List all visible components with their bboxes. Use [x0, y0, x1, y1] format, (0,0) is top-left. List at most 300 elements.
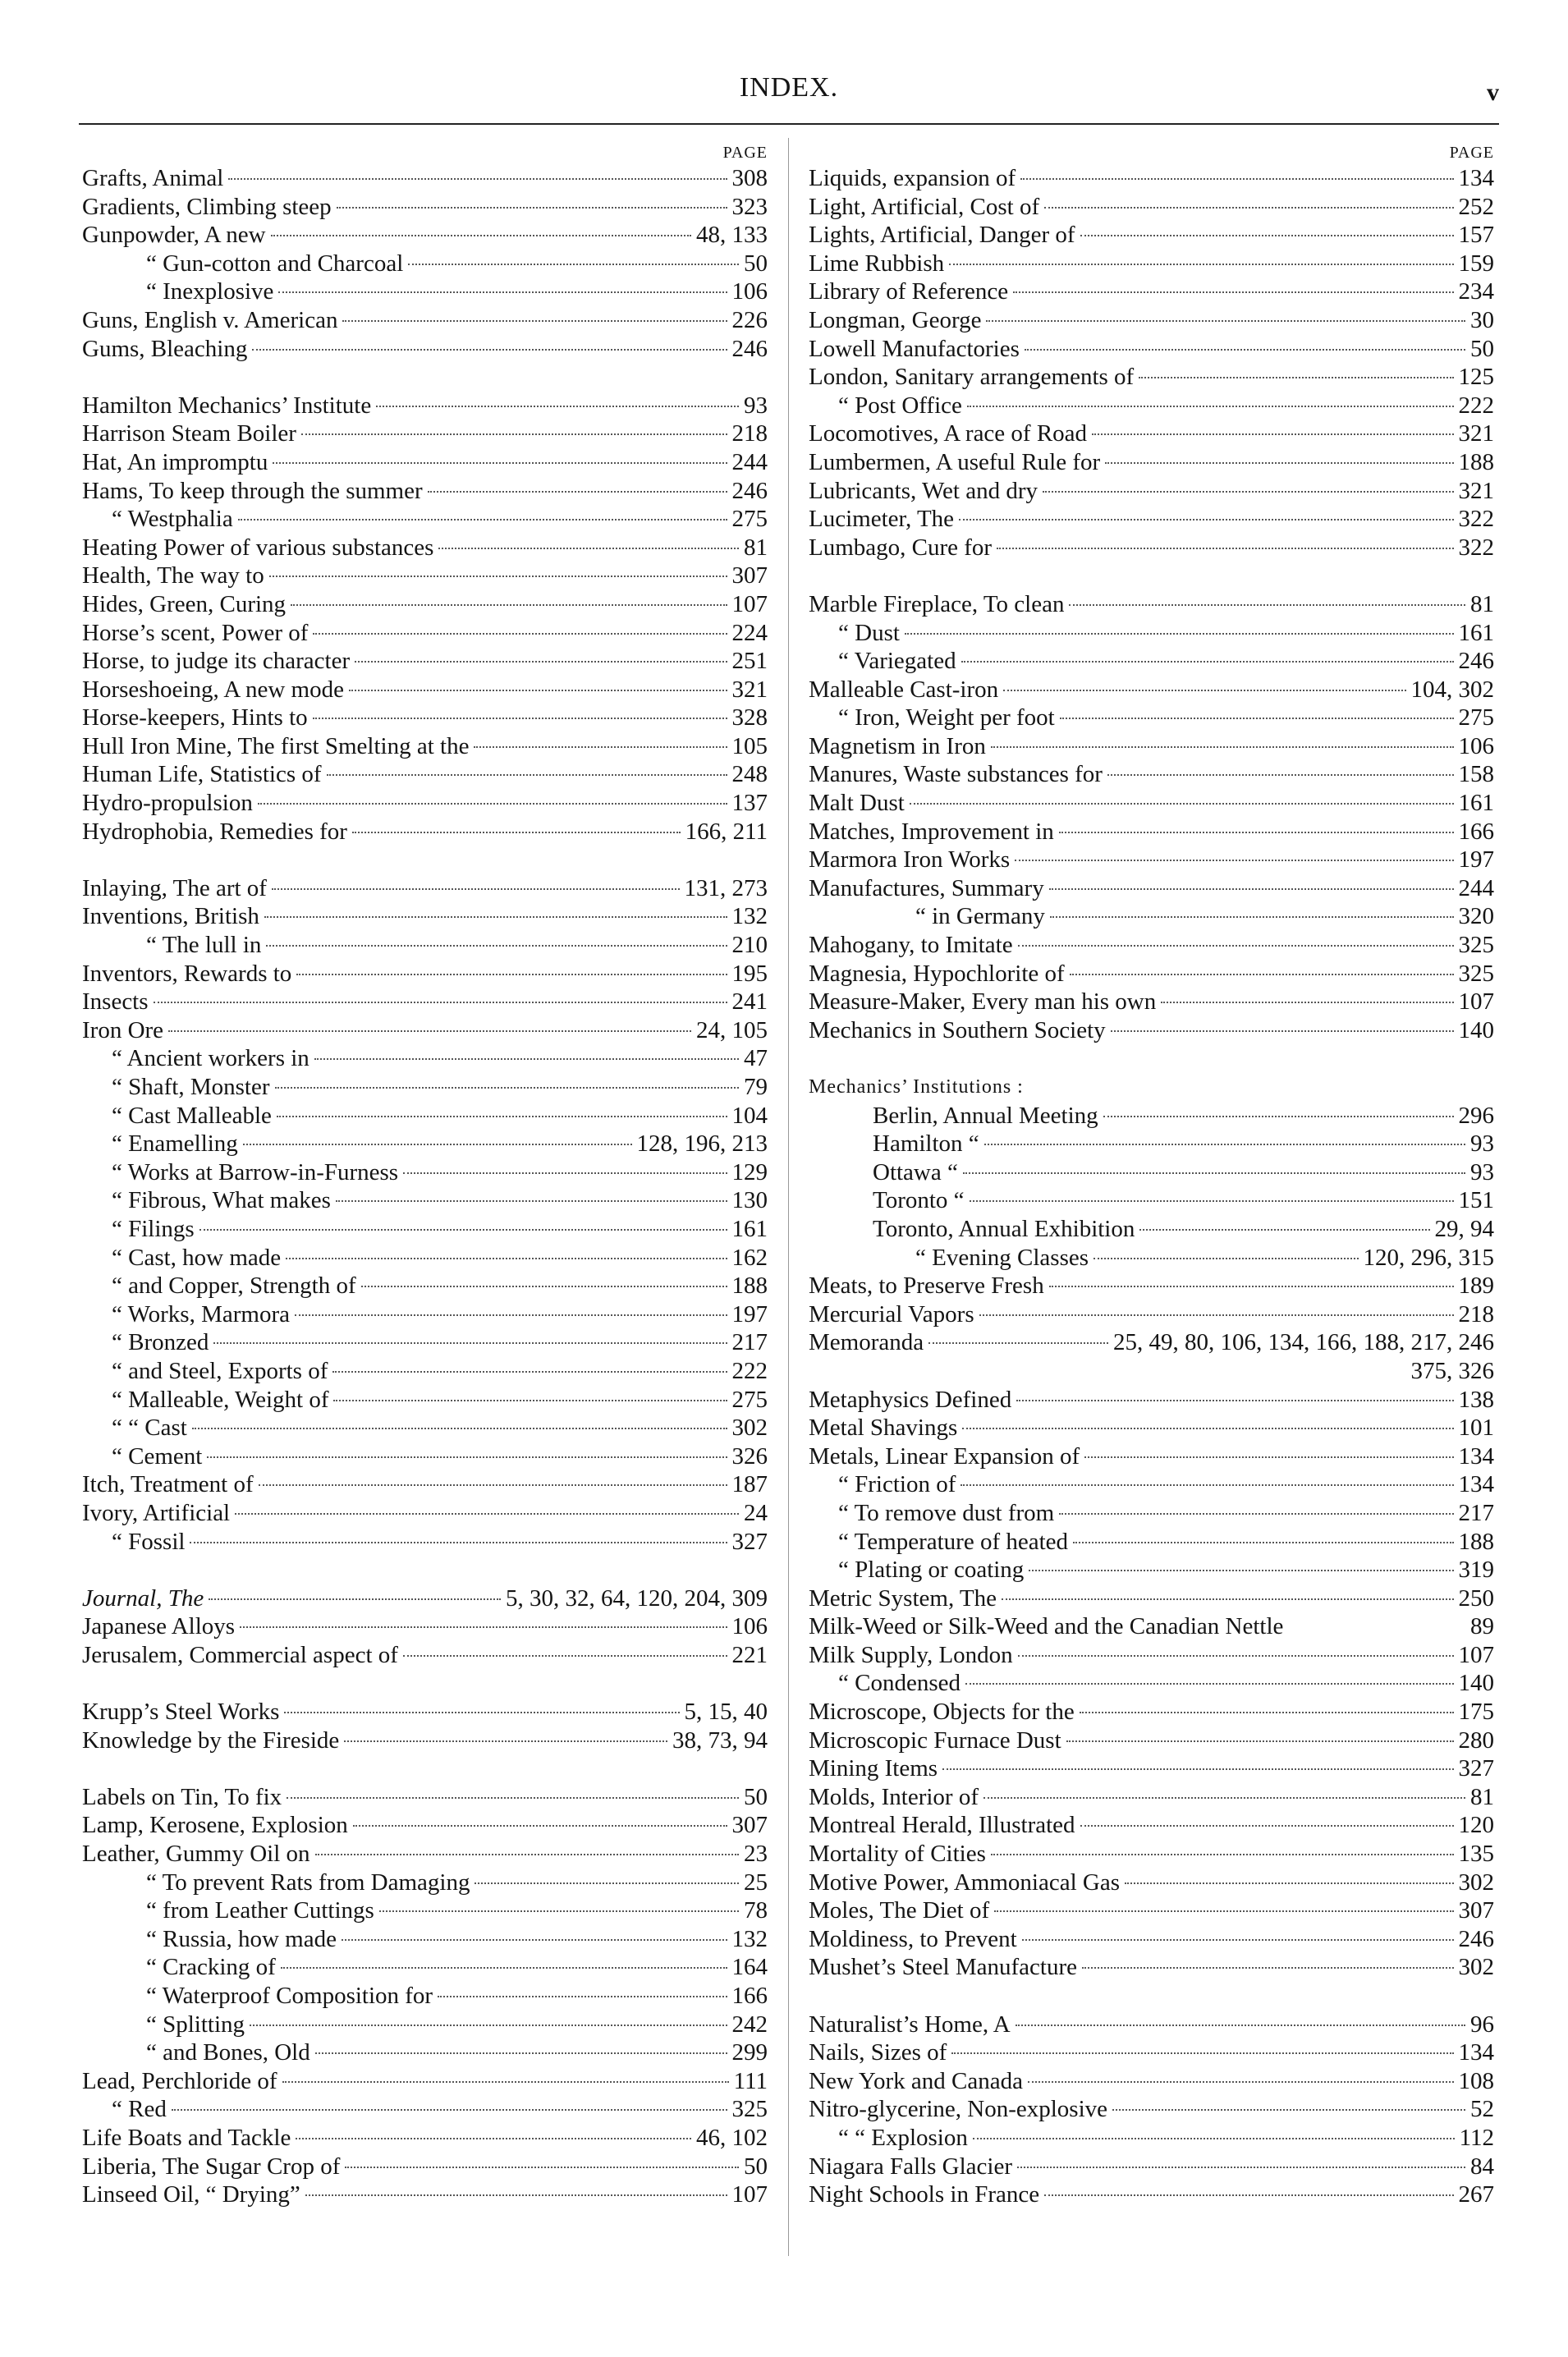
index-entry	[82, 1641, 768, 1670]
dot-leader	[168, 1029, 691, 1032]
entry-page-numbers: 218	[731, 420, 768, 447]
entry-label: Nails, Sizes of	[809, 2039, 947, 2066]
entry-page-numbers: 107	[731, 590, 768, 617]
entry-page-numbers: 252	[1458, 193, 1494, 220]
entry-page-numbers: 326	[731, 1442, 768, 1470]
dot-leader	[1020, 177, 1453, 180]
entry-label: Lights, Artificial, Danger of	[809, 222, 1075, 249]
entry-label: “ Shaft, Monster	[112, 1074, 270, 1100]
index-entry	[809, 1896, 1494, 1925]
dot-leader	[991, 745, 1454, 748]
index-entry	[82, 1840, 768, 1869]
entry-page-numbers: 275	[1458, 704, 1494, 731]
entry-page-numbers: 302	[1458, 1954, 1494, 1981]
dot-leader	[1125, 1882, 1454, 1884]
dot-leader	[291, 603, 727, 606]
entry-label: “ Malleable, Weight of	[112, 1386, 329, 1413]
entry-label: “ Fibrous, What makes	[112, 1187, 331, 1214]
entry-label: Gunpowder, A new	[82, 222, 266, 249]
dot-leader	[991, 1853, 1454, 1855]
dot-leader	[1003, 689, 1405, 691]
entry-page-numbers: 246	[1458, 1925, 1494, 1952]
dot-leader	[1016, 2024, 1465, 2026]
entry-label: “ Works, Marmora	[112, 1300, 290, 1328]
entry-page-numbers: 222	[1458, 392, 1494, 419]
entry-page-numbers: 52	[1470, 2096, 1494, 2123]
index-entry	[82, 1811, 768, 1840]
entry-page-numbers: 104, 302	[1410, 676, 1494, 703]
index-entry	[809, 1783, 1494, 1812]
dot-leader	[961, 660, 1454, 663]
dot-leader	[997, 547, 1453, 549]
entry-page-numbers: 78	[744, 1897, 768, 1924]
entry-label: Horse’s scent, Power of	[82, 619, 309, 646]
entry-page-numbers: 137	[731, 790, 768, 817]
section-gap	[82, 1669, 768, 1698]
index-entry	[809, 931, 1494, 960]
entry-label: Liquids, expansion of	[809, 165, 1016, 191]
index-entry	[809, 818, 1494, 846]
entry-label: Milk-Weed or Silk-Weed and the Canadian Nettle	[809, 1613, 1284, 1640]
dot-leader	[1043, 490, 1454, 493]
index-entry	[82, 619, 768, 648]
entry-page-numbers: 188	[1458, 448, 1494, 475]
entry-page-numbers: 132	[731, 903, 768, 930]
entry-label: Magnesia, Hypochlorite of	[809, 960, 1065, 987]
index-entry	[82, 221, 768, 250]
entry-label: “ Filings	[112, 1215, 195, 1242]
dot-leader	[1082, 1966, 1454, 1969]
entry-page-numbers: 246	[731, 477, 768, 504]
entry-page-numbers: 242	[731, 2011, 768, 2038]
entry-label: Night Schools in France	[809, 2181, 1040, 2208]
entry-label: Lamp, Kerosene, Explosion	[82, 1812, 348, 1839]
entry-label: Ottawa “	[873, 1158, 958, 1185]
entry-label: Lime Rubbish	[809, 250, 945, 277]
index-entry	[82, 1300, 768, 1329]
entry-page-numbers: 319	[1458, 1557, 1494, 1584]
entry-label: Knowledge by the Fireside	[82, 1726, 340, 1754]
index-entry	[809, 902, 1494, 931]
entry-page-numbers: 140	[1458, 1016, 1494, 1043]
dot-leader	[1069, 603, 1465, 606]
dot-leader	[313, 632, 727, 635]
entry-page-numbers: 328	[731, 704, 768, 731]
dot-leader	[301, 433, 727, 435]
entry-page-numbers: 125	[1458, 364, 1494, 391]
dot-leader	[349, 689, 727, 691]
entry-page-numbers: 241	[731, 988, 768, 1016]
index-entry	[82, 704, 768, 732]
index-entry	[809, 1811, 1494, 1840]
entry-page-numbers: 166, 211	[685, 818, 768, 845]
index-entry	[82, 1102, 768, 1130]
dot-leader	[243, 1143, 632, 1145]
dot-leader	[207, 1456, 727, 1458]
entry-page-numbers: 93	[744, 392, 768, 419]
dot-leader	[1112, 2108, 1465, 2111]
index-entry	[809, 760, 1494, 789]
dot-leader	[963, 1172, 1465, 1174]
entry-label: “ Ancient workers in	[112, 1045, 309, 1072]
entry-label: Library of Reference	[809, 278, 1009, 305]
index-entry	[82, 960, 768, 988]
index-entry	[82, 250, 768, 278]
entry-page-numbers: 327	[1458, 1755, 1494, 1782]
dot-leader	[345, 2166, 739, 2168]
index-entry	[82, 1073, 768, 1102]
entry-page-numbers: 218	[1458, 1300, 1494, 1328]
index-entry	[82, 193, 768, 222]
entry-label: “ Russia, how made	[146, 1925, 337, 1952]
index-entry	[809, 2124, 1494, 2153]
entry-label: Mercurial Vapors	[809, 1300, 974, 1328]
entry-page-numbers: 187	[731, 1471, 768, 1498]
entry-page-numbers: 322	[1458, 506, 1494, 533]
entry-label: Matches, Improvement in	[809, 818, 1054, 845]
entry-label: “ and Bones, Old	[146, 2039, 310, 2066]
entry-page-numbers: 161	[1458, 619, 1494, 646]
entry-label: Measure-Maker, Every man his own	[809, 988, 1157, 1016]
index-entry	[809, 420, 1494, 448]
entry-page-numbers: 81	[744, 534, 768, 561]
index-entry	[809, 477, 1494, 506]
index-entry	[809, 789, 1494, 818]
entry-page-numbers: 322	[1458, 534, 1494, 561]
dot-leader	[403, 1654, 727, 1657]
dot-leader	[1060, 717, 1454, 719]
index-entry	[82, 2038, 768, 2067]
entry-page-numbers: 129	[731, 1158, 768, 1185]
dot-leader	[905, 632, 1454, 635]
dot-leader	[1161, 1001, 1453, 1003]
index-entry	[82, 1499, 768, 1528]
dot-leader	[942, 1768, 1453, 1770]
index-entry	[82, 562, 768, 590]
dot-leader	[342, 319, 727, 322]
index-entry	[82, 1698, 768, 1726]
entry-page-numbers: 106	[731, 278, 768, 305]
entry-label: Journal, The	[82, 1584, 204, 1612]
entry-page-numbers: 217	[731, 1329, 768, 1356]
entry-label: Krupp’s Steel Works	[82, 1699, 280, 1726]
entry-page-numbers: 222	[731, 1357, 768, 1384]
entry-label: “ Condensed	[838, 1670, 961, 1697]
dot-leader	[986, 319, 1465, 322]
dot-leader	[199, 1228, 727, 1231]
index-entry	[809, 1442, 1494, 1471]
entry-label: Health, The way to	[82, 562, 264, 589]
entry-label: Milk Supply, London	[809, 1641, 1013, 1668]
dot-leader	[353, 1824, 727, 1827]
index-entry	[82, 2067, 768, 2096]
entry-page-numbers: 23	[744, 1841, 768, 1868]
index-entry	[82, 448, 768, 477]
entry-label: “ Red	[112, 2096, 167, 2123]
entry-label: Locomotives, A race of Road	[809, 420, 1088, 447]
dot-leader	[342, 1938, 727, 1941]
entry-label: Toronto “	[873, 1187, 965, 1214]
entry-label: Moles, The Diet of	[809, 1897, 990, 1924]
index-entry	[82, 1925, 768, 1954]
index-entry	[809, 704, 1494, 732]
dot-leader	[1073, 1541, 1453, 1543]
entry-page-numbers: 96	[1470, 2011, 1494, 2038]
entry-page-numbers: 120, 296, 315	[1363, 1244, 1494, 1271]
dot-leader	[379, 1910, 739, 1912]
column-divider	[788, 138, 789, 2256]
entry-label: Microscopic Furnace Dust	[809, 1726, 1061, 1754]
index-entry	[809, 1584, 1494, 1613]
entry-page-numbers: 325	[1458, 932, 1494, 959]
entry-label: “ Dust	[838, 619, 900, 646]
entry-label: Hams, To keep through the summer	[82, 477, 423, 504]
dot-leader	[315, 2052, 727, 2054]
dot-leader	[438, 1995, 727, 1997]
dot-leader	[336, 1199, 727, 1202]
dot-leader	[1103, 1115, 1454, 1117]
dot-leader	[1139, 376, 1453, 378]
index-entry	[82, 1783, 768, 1812]
index-entry	[809, 1130, 1494, 1158]
entry-label: Manures, Waste substances for	[809, 761, 1103, 788]
index-entry	[82, 1470, 768, 1499]
index-entry	[82, 818, 768, 846]
index-entry	[809, 1016, 1494, 1045]
dot-leader	[295, 1314, 727, 1316]
index-entry	[809, 1869, 1494, 1897]
index-entry	[82, 1982, 768, 2011]
entry-page-numbers: 296	[1458, 1102, 1494, 1129]
entry-label: Marble Fireplace, To clean	[809, 590, 1065, 617]
index-entry	[82, 164, 768, 193]
entry-label: Malleable Cast-iron	[809, 676, 999, 703]
entry-page-numbers: 132	[731, 1925, 768, 1952]
entry-continuation	[809, 1357, 1494, 1386]
entry-label: Mortality of Cities	[809, 1841, 986, 1868]
dot-leader	[1084, 1456, 1453, 1458]
entry-label: “ and Copper, Strength of	[112, 1273, 356, 1300]
entry-page-numbers: 321	[1458, 477, 1494, 504]
entry-label: Horse, to judge its character	[82, 648, 351, 675]
entry-label: Insects	[82, 988, 149, 1016]
entry-label: Moldiness, to Prevent	[809, 1925, 1017, 1952]
entry-label: “ Westphalia	[112, 506, 233, 533]
index-entry	[82, 1896, 768, 1925]
entry-page-numbers: 244	[731, 448, 768, 475]
entry-label: “ Fossil	[112, 1528, 186, 1555]
dot-leader	[1066, 1740, 1454, 1742]
dot-leader	[278, 291, 727, 293]
entry-page-numbers: 47	[744, 1045, 768, 1072]
dot-leader	[332, 1370, 727, 1373]
entry-label: Gums, Bleaching	[82, 335, 248, 362]
entry-label: “ To prevent Rats from Damaging	[146, 1869, 470, 1896]
entry-page-numbers: 224	[731, 619, 768, 646]
entry-page-numbers: 308	[731, 165, 768, 191]
entry-page-numbers: 101	[1458, 1415, 1494, 1442]
index-entry	[82, 1130, 768, 1158]
entry-label: Hamilton “	[873, 1130, 979, 1158]
index-entry	[809, 619, 1494, 648]
entry-page-numbers: 81	[1470, 590, 1494, 617]
dot-leader	[264, 915, 727, 918]
dot-leader	[910, 802, 1454, 805]
index-entry	[809, 1754, 1494, 1783]
dot-leader	[970, 1199, 1454, 1202]
index-entry	[809, 250, 1494, 278]
index-entry	[809, 1953, 1494, 1982]
dot-leader	[314, 1057, 739, 1060]
index-entry	[82, 874, 768, 903]
dot-leader	[282, 2080, 729, 2083]
dot-leader	[1044, 206, 1453, 209]
entry-label: “ Cast Malleable	[112, 1102, 272, 1129]
entry-page-numbers: 375, 326	[1410, 1357, 1494, 1384]
index-entry	[809, 277, 1494, 306]
index-entry	[809, 1612, 1494, 1641]
entry-label: Motive Power, Ammoniacal Gas	[809, 1869, 1120, 1896]
dot-leader	[928, 1341, 1108, 1344]
index-entry	[809, 1300, 1494, 1329]
entry-page-numbers: 217	[1458, 1499, 1494, 1526]
entry-label: “ Gun-cotton and Charcoal	[146, 250, 404, 277]
dot-leader	[1044, 2194, 1453, 2196]
entry-label: Niagara Falls Glacier	[809, 2153, 1013, 2180]
entry-page-numbers: 107	[731, 2181, 768, 2208]
entry-page-numbers: 93	[1470, 1158, 1494, 1185]
section-gap	[82, 1556, 768, 1584]
entry-label: Memoranda	[809, 1329, 924, 1356]
entry-label: “ Evening Classes	[915, 1244, 1089, 1271]
entry-page-numbers: 120	[1458, 1812, 1494, 1839]
index-entry	[82, 988, 768, 1016]
entry-label: Leather, Gummy Oil on	[82, 1841, 310, 1868]
entry-label: “ Bronzed	[112, 1329, 209, 1356]
index-entry	[809, 534, 1494, 562]
entry-label: Lucimeter, The	[809, 506, 955, 533]
entry-label: Jerusalem, Commercial aspect of	[82, 1641, 398, 1668]
dot-leader	[959, 518, 1453, 520]
dot-leader	[984, 1143, 1465, 1145]
entry-label: “ To remove dust from	[838, 1499, 1055, 1526]
dot-leader	[271, 234, 691, 236]
dot-leader	[1093, 1257, 1358, 1259]
header-rule	[79, 123, 1499, 125]
index-entry	[82, 1244, 768, 1273]
index-entry	[82, 590, 768, 619]
dot-leader	[313, 717, 727, 719]
entry-label: “ Friction of	[838, 1471, 956, 1498]
dot-leader	[1018, 944, 1454, 947]
dot-leader	[961, 1483, 1453, 1486]
entry-label: “ from Leather Cuttings	[146, 1897, 374, 1924]
index-entry	[82, 1386, 768, 1415]
page-column-label: PAGE	[722, 144, 768, 162]
dot-leader	[1013, 291, 1453, 293]
entry-page-numbers: 307	[731, 1812, 768, 1839]
index-entry	[809, 732, 1494, 761]
entry-page-numbers: 130	[731, 1187, 768, 1214]
index-entry	[809, 647, 1494, 676]
entry-page-numbers: 267	[1458, 2181, 1494, 2208]
entry-label: “ “ Explosion	[838, 2124, 968, 2151]
entry-label: Linseed Oil, “ Drying”	[82, 2181, 300, 2208]
entry-page-numbers: 25	[744, 1869, 768, 1896]
dot-leader	[1049, 887, 1454, 890]
entry-page-numbers: 188	[1458, 1528, 1494, 1555]
entry-label: Lumbago, Cure for	[809, 534, 993, 561]
entry-label: Mahogany, to Imitate	[809, 932, 1013, 959]
entry-label: Hat, An impromptu	[82, 448, 268, 475]
entry-page-numbers: 280	[1458, 1726, 1494, 1754]
entry-page-numbers: 162	[731, 1244, 768, 1271]
index-entry	[809, 1925, 1494, 1954]
entry-page-numbers: 325	[1458, 960, 1494, 987]
entry-page-numbers: 79	[744, 1074, 768, 1100]
dot-leader	[287, 1796, 739, 1799]
entry-label: Japanese Alloys	[82, 1613, 236, 1640]
entry-label: Inlaying, The art of	[82, 874, 267, 901]
index-entry	[82, 1215, 768, 1244]
entry-label: Meats, to Preserve Fresh	[809, 1273, 1044, 1300]
dot-leader	[951, 2052, 1453, 2054]
index-entry	[82, 789, 768, 818]
dot-leader	[266, 944, 727, 947]
page-header	[79, 72, 1499, 117]
entry-label: Liberia, The Sugar Crop of	[82, 2153, 341, 2180]
index-entry	[809, 2067, 1494, 2096]
entry-page-numbers: 24	[744, 1499, 768, 1526]
dot-leader	[190, 1541, 727, 1543]
index-entry	[809, 2153, 1494, 2181]
index-entry	[809, 2011, 1494, 2039]
dot-leader	[258, 802, 727, 805]
entry-page-numbers: 106	[731, 1613, 768, 1640]
index-entry	[82, 1414, 768, 1442]
entry-page-numbers: 29, 94	[1434, 1215, 1494, 1242]
dot-leader	[352, 831, 681, 833]
entry-label: “ Cast, how made	[112, 1244, 282, 1271]
dot-leader	[408, 263, 739, 265]
index-entry	[809, 1186, 1494, 1215]
index-entry	[82, 1869, 768, 1897]
entry-label: Hull Iron Mine, The first Smelting at the	[82, 732, 470, 759]
dot-leader	[337, 206, 727, 209]
dot-leader	[333, 1399, 727, 1401]
dot-leader	[252, 348, 727, 351]
entry-label: “ Iron, Weight per foot	[838, 704, 1055, 731]
entry-label: Metal Shavings	[809, 1415, 958, 1442]
entry-label: Mining Items	[809, 1755, 938, 1782]
index-entry	[82, 477, 768, 506]
dot-leader	[281, 1966, 727, 1969]
entry-page-numbers: 106	[1458, 732, 1494, 759]
page-column-label: PAGE	[1449, 144, 1494, 162]
entry-label: Montreal Herald, Illustrated	[809, 1812, 1075, 1839]
page-title: INDEX.	[739, 72, 839, 103]
entry-label: New York and Canada	[809, 2067, 1023, 2094]
entry-label: Hydrophobia, Remedies for	[82, 818, 347, 845]
entry-page-numbers: 244	[1458, 874, 1494, 901]
index-entry	[82, 2180, 768, 2209]
entry-label: Molds, Interior of	[809, 1783, 979, 1810]
entry-label: Manufactures, Summary	[809, 874, 1044, 901]
entry-label: Inventions, British	[82, 903, 259, 930]
index-entry	[82, 676, 768, 704]
entry-page-numbers: 195	[731, 960, 768, 987]
index-entry	[809, 221, 1494, 250]
